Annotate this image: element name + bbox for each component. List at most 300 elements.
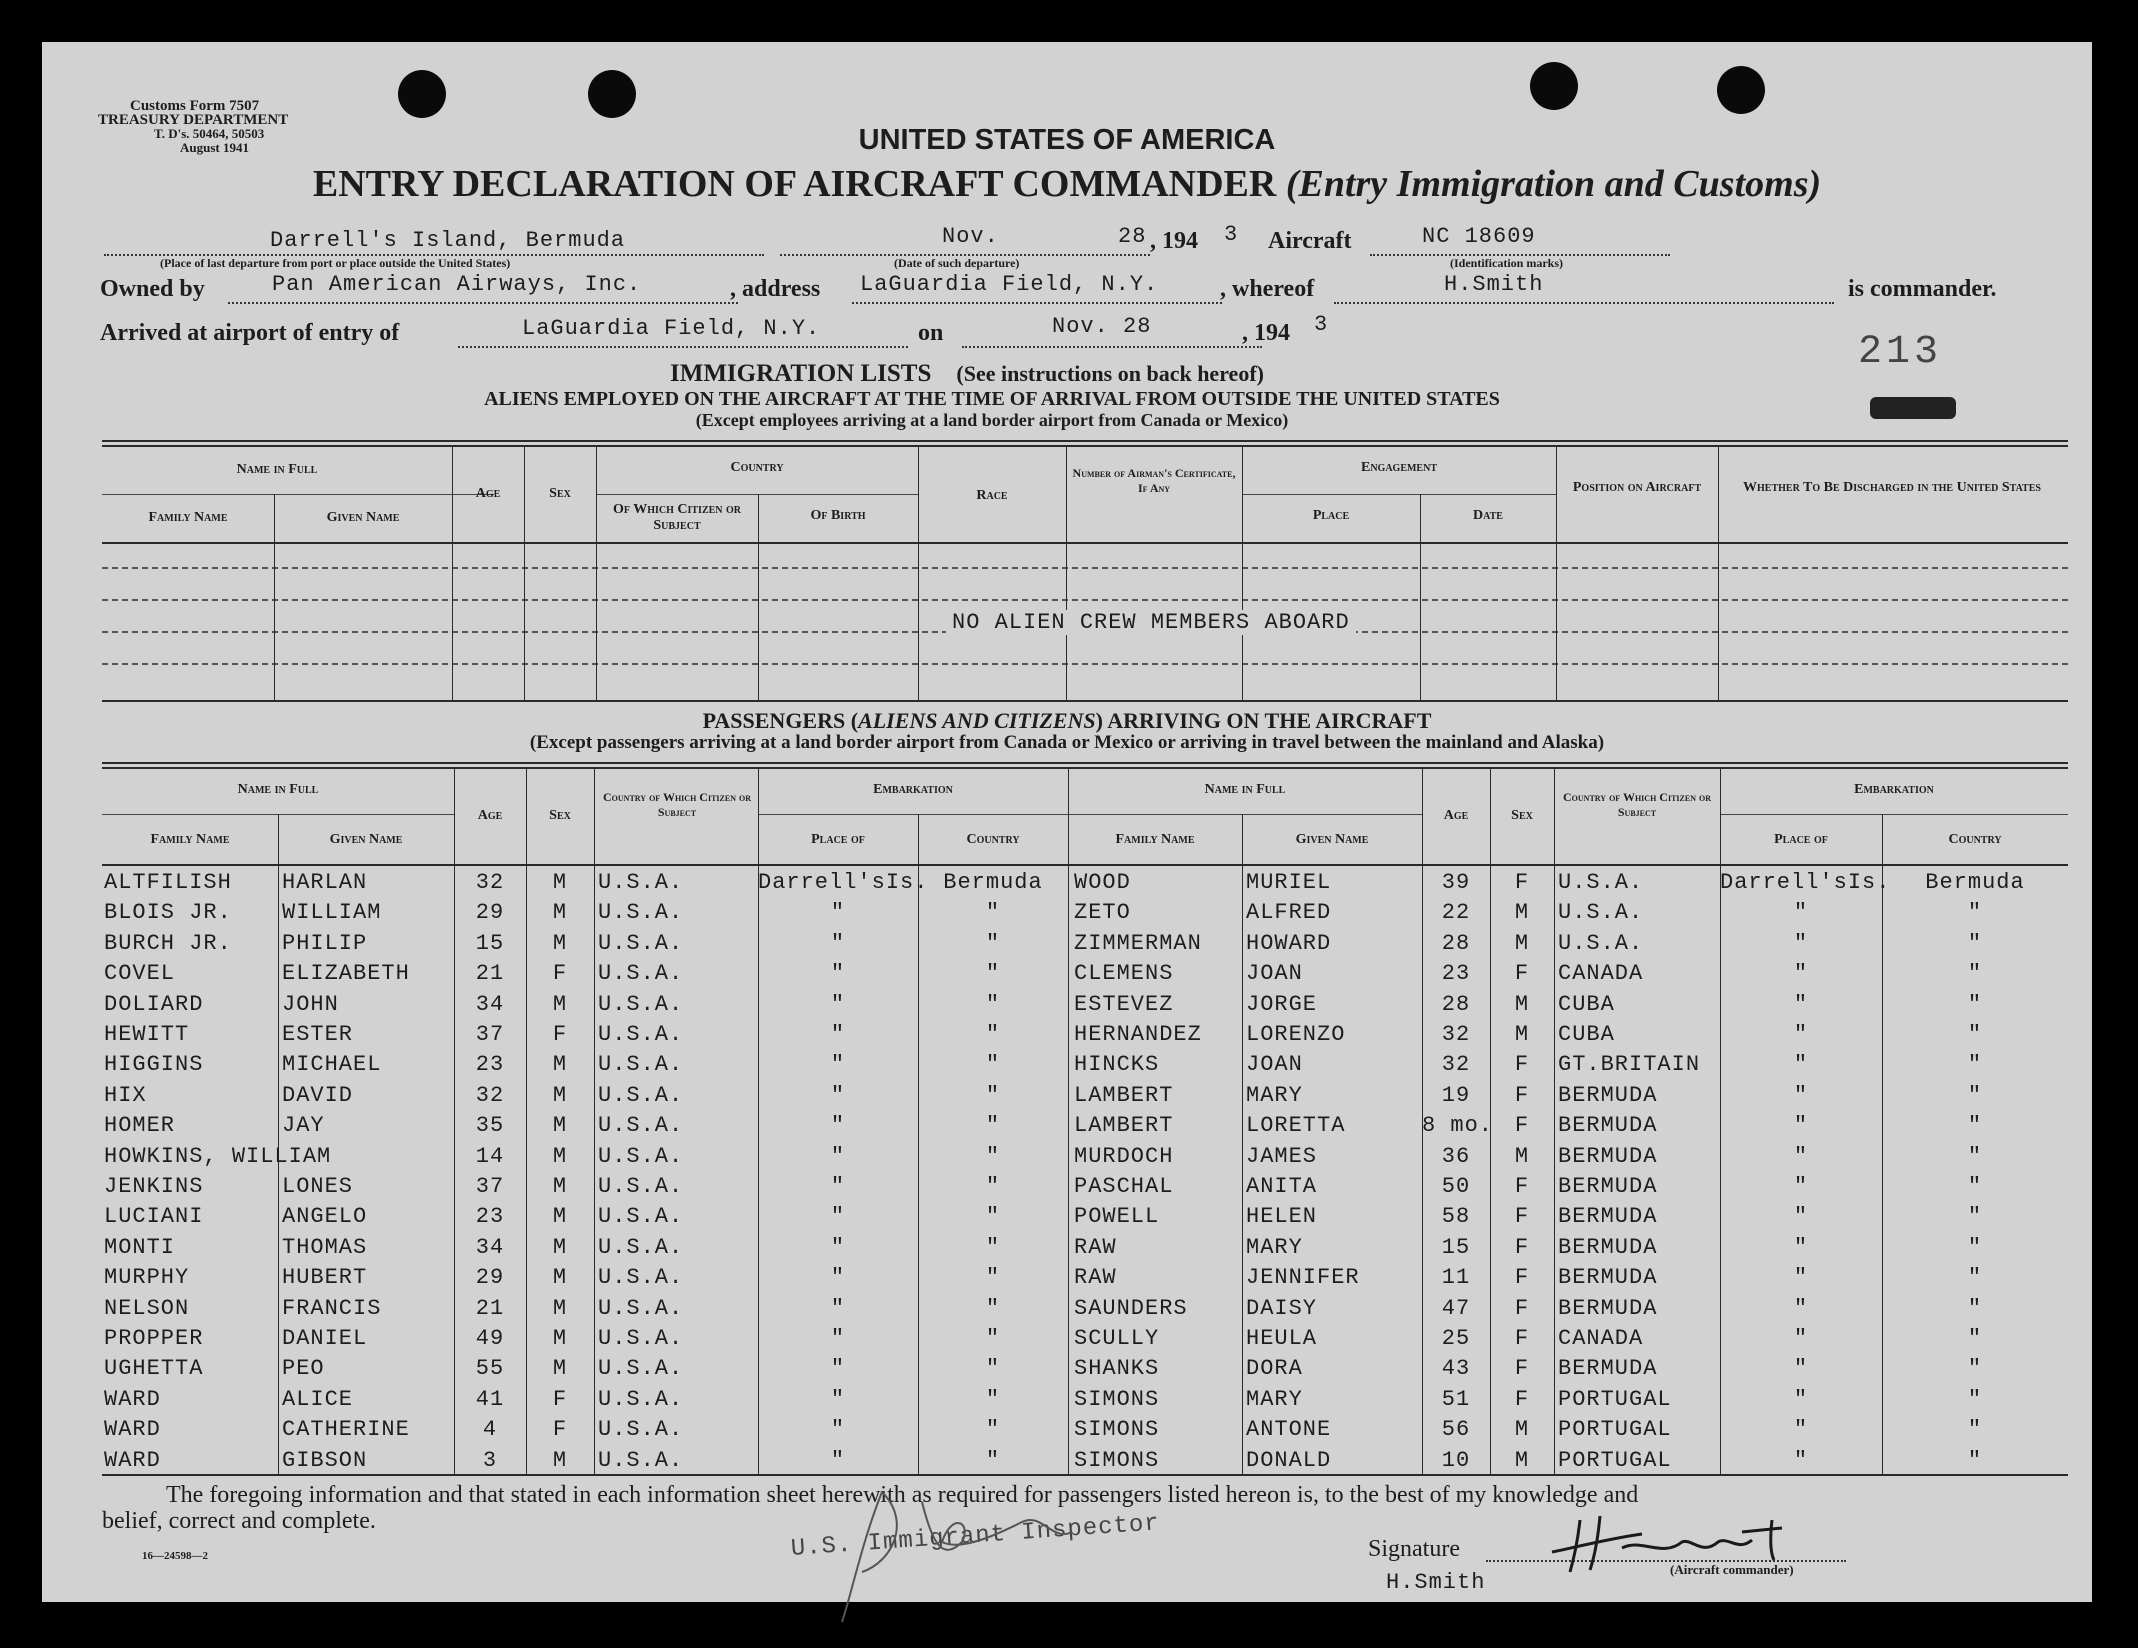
- aliens-col-given: Given Name: [326, 510, 400, 525]
- pax-right-age: 39: [1441, 870, 1471, 895]
- pax-left-country: U.S.A.: [598, 1022, 684, 1047]
- pax-left-place: ": [830, 1447, 846, 1473]
- pax-right-age: 56: [1441, 1417, 1471, 1443]
- pax-left-place: ": [830, 1295, 846, 1321]
- pax-left-sex: M: [552, 1113, 568, 1139]
- pax-left-emb-country: ": [985, 1326, 1001, 1351]
- pax-right-col-embarkation: Embarkation: [1854, 782, 1934, 797]
- pax-right-emb-country: ": [1967, 1295, 1983, 1321]
- aliens-col-date: Date: [1473, 508, 1503, 523]
- pax-right-given: DORA: [1246, 1356, 1303, 1382]
- department: TREASURY DEPARTMENT: [98, 112, 289, 128]
- pax-left-sex: M: [552, 870, 568, 895]
- aircraft-label: Aircraft: [1268, 228, 1352, 254]
- arrival-airport-line: [458, 346, 908, 348]
- pax-left-col-sex: Sex: [549, 808, 571, 823]
- pax-left-given: FRANCIS: [282, 1295, 382, 1321]
- pax-right-given: LORENZO: [1246, 1022, 1346, 1047]
- pax-right-country: PORTUGAL: [1558, 1417, 1672, 1443]
- pax-left-family: HOWKINS, WILLIAM: [104, 1143, 332, 1169]
- pax-right-age: 22: [1441, 900, 1471, 926]
- pax-left-given: ANGELO: [282, 1204, 368, 1230]
- pax-right-sex: F: [1514, 1326, 1530, 1351]
- pax-right-place: ": [1793, 900, 1809, 926]
- pax-right-country: BERMUDA: [1558, 1234, 1658, 1260]
- pax-right-family: PASCHAL: [1074, 1174, 1174, 1199]
- pax-left-age: 35: [475, 1113, 505, 1139]
- pax-right-sex: F: [1514, 1082, 1530, 1108]
- pax-left-place: ": [830, 1326, 846, 1351]
- aliens-col-family: Family Name: [148, 510, 228, 525]
- pax-right-place: ": [1793, 1447, 1809, 1473]
- pax-left-sex: M: [552, 900, 568, 926]
- pax-right-given: LORETTA: [1246, 1113, 1346, 1139]
- departure-year-suffix: 3: [1224, 222, 1239, 247]
- pax-left-country: U.S.A.: [598, 961, 684, 987]
- pax-left-col-place: Place of: [811, 832, 865, 847]
- pax-left-country: U.S.A.: [598, 1113, 684, 1139]
- aliens-col-discharged: Whether To Be Discharged in the United States: [1743, 480, 2041, 495]
- pax-right-place: ": [1793, 930, 1809, 956]
- pax-left-age: 32: [475, 1082, 505, 1108]
- pax-left-country: U.S.A.: [598, 1204, 684, 1230]
- aircraft-marks: NC 18609: [1422, 224, 1536, 249]
- departure-month: Nov.: [942, 224, 999, 249]
- pax-right-sex: F: [1514, 870, 1530, 895]
- pax-left-family: COVEL: [104, 961, 176, 987]
- pax-right-family: ZIMMERMAN: [1074, 930, 1202, 956]
- pax-right-emb-country: ": [1967, 1356, 1983, 1382]
- pax-right-emb-country: ": [1967, 1113, 1983, 1139]
- signature-caption: (Aircraft commander): [1670, 1562, 1794, 1577]
- aliens-col-place: Place: [1312, 508, 1350, 523]
- pax-left-given: THOMAS: [282, 1234, 368, 1260]
- pax-left-given: PEO: [282, 1356, 325, 1382]
- aliens-heading: ALIENS EMPLOYED ON THE AIRCRAFT AT THE TIME OF ARRIVAL FROM OUTSIDE THE UNITED STATES: [484, 388, 1500, 410]
- pax-left-country: U.S.A.: [598, 930, 684, 956]
- commander-name: H.Smith: [1444, 272, 1544, 297]
- passengers-heading-a: PASSENGERS (: [702, 708, 859, 733]
- pax-left-place: ": [830, 1174, 846, 1199]
- passengers-heading: [42, 708, 2092, 734]
- pax-right-place: ": [1793, 1417, 1809, 1443]
- pax-left-family: DOLIARD: [104, 991, 204, 1017]
- pax-right-emb-country: ": [1967, 1326, 1983, 1351]
- pax-left-given: JOHN: [282, 991, 339, 1017]
- pax-left-col-family: Family Name: [150, 832, 230, 847]
- pax-right-given: HEULA: [1246, 1326, 1318, 1351]
- pax-right-age: 19: [1441, 1082, 1471, 1108]
- arrival-airport: LaGuardia Field, N.Y.: [522, 316, 821, 341]
- pax-right-emb-country: Bermuda: [1925, 870, 2025, 895]
- pax-right-age: 10: [1441, 1447, 1471, 1473]
- departure-date-caption: (Date of such departure): [894, 256, 1020, 270]
- pax-right-emb-country: ": [1967, 1082, 1983, 1108]
- pax-left-country: U.S.A.: [598, 1447, 684, 1473]
- pax-left-emb-country: ": [985, 1265, 1001, 1291]
- pax-right-age: 23: [1441, 961, 1471, 987]
- pax-right-place: ": [1793, 1143, 1809, 1169]
- pax-right-sex: F: [1514, 1386, 1530, 1412]
- pax-right-sex: M: [1514, 1417, 1530, 1443]
- pax-right-place: ": [1793, 1052, 1809, 1078]
- pax-left-place: ": [830, 1234, 846, 1260]
- pax-right-country: BERMUDA: [1558, 1174, 1658, 1199]
- declaration-line-1: The foregoing information and that stated in each information sheet herewith as required for passengers listed hereon is, to the best of my knowledge and: [166, 1482, 1639, 1508]
- pax-left-emb-country: ": [985, 961, 1001, 987]
- pax-right-age: 28: [1441, 930, 1471, 956]
- departure-place-caption: (Place of last departure from port or place outside the United States): [160, 256, 511, 270]
- aliens-col-age: Age: [475, 486, 501, 501]
- pax-right-country: CANADA: [1558, 1326, 1644, 1351]
- pax-left-given: DAVID: [282, 1082, 354, 1108]
- pax-right-place: ": [1793, 1113, 1809, 1139]
- pax-left-age: 23: [475, 1204, 505, 1230]
- pax-right-given: MARY: [1246, 1234, 1303, 1260]
- pax-left-place: ": [830, 1022, 846, 1047]
- pax-left-emb-country: ": [985, 1022, 1001, 1047]
- pax-left-age: 15: [475, 930, 505, 956]
- pax-left-sex: M: [552, 930, 568, 956]
- pax-left-col-country: Country of Which Citizen or Subject: [603, 790, 751, 819]
- pax-left-country: U.S.A.: [598, 1143, 684, 1169]
- pax-right-age: 47: [1441, 1295, 1471, 1321]
- pax-right-emb-country: ": [1967, 1022, 1983, 1047]
- arrival-date: Nov. 28: [1052, 314, 1152, 339]
- title-main: ENTRY DECLARATION OF AIRCRAFT COMMANDER: [312, 163, 1277, 205]
- pax-right-country: BERMUDA: [1558, 1356, 1658, 1382]
- pax-right-family: RAW: [1074, 1265, 1117, 1291]
- pax-right-place: ": [1793, 1265, 1809, 1291]
- pax-right-place: ": [1793, 1022, 1809, 1047]
- pax-right-family: SAUNDERS: [1074, 1295, 1188, 1321]
- pax-right-family: SIMONS: [1074, 1386, 1160, 1412]
- pax-right-age: 32: [1441, 1052, 1471, 1078]
- pax-left-col-given: Given Name: [329, 832, 403, 847]
- departure-day: 28: [1118, 224, 1147, 249]
- marks-caption: (Identification marks): [1450, 256, 1563, 270]
- pax-left-place: ": [830, 1386, 846, 1412]
- pax-left-sex: M: [552, 1082, 568, 1108]
- arrival-date-line: [962, 346, 1262, 348]
- pax-left-age: 37: [475, 1022, 505, 1047]
- pax-right-sex: F: [1514, 1356, 1530, 1382]
- pax-left-emb-country: ": [985, 991, 1001, 1017]
- pax-left-family: PROPPER: [104, 1326, 204, 1351]
- pax-left-given: ELIZABETH: [282, 961, 410, 987]
- pax-left-family: JENKINS: [104, 1174, 204, 1199]
- print-code: 16—24598—2: [142, 1550, 208, 1562]
- pax-right-emb-country: ": [1967, 1417, 1983, 1443]
- pax-right-place: ": [1793, 961, 1809, 987]
- pax-left-place: ": [830, 930, 846, 956]
- pax-left-place: ": [830, 1143, 846, 1169]
- pax-right-given: JOAN: [1246, 1052, 1303, 1078]
- immigration-instructions: (See instructions on back hereof): [956, 361, 1264, 386]
- punch-hole: [1530, 62, 1578, 110]
- address-line: [852, 302, 1222, 304]
- page-number: 213: [1858, 330, 1943, 375]
- pax-left-place: ": [830, 1204, 846, 1230]
- no-alien-crew-text: NO ALIEN CREW MEMBERS ABOARD: [946, 610, 1356, 635]
- pax-right-age: 51: [1441, 1386, 1471, 1412]
- pax-left-given: DANIEL: [282, 1326, 368, 1351]
- aliens-col-race: Race: [976, 488, 1008, 503]
- punch-hole: [1717, 66, 1765, 114]
- pax-left-country: U.S.A.: [598, 1295, 684, 1321]
- pax-left-col-name-in-full: Name in Full: [237, 782, 319, 797]
- pax-left-sex: M: [552, 991, 568, 1017]
- pax-left-family: WARD: [104, 1386, 161, 1412]
- td-refs: T. D's. 50464, 50503: [154, 126, 265, 141]
- pax-left-family: UGHETTA: [104, 1356, 204, 1382]
- pax-left-age: 29: [475, 900, 505, 926]
- whereof-label: , whereof: [1220, 276, 1315, 302]
- pax-right-place: ": [1793, 1204, 1809, 1230]
- arrival-on-label: on: [918, 320, 944, 346]
- commander-line: [1334, 302, 1834, 304]
- form-date: August 1941: [180, 140, 249, 155]
- pax-right-family: MURDOCH: [1074, 1143, 1174, 1169]
- address-label: , address: [730, 276, 821, 302]
- pax-left-place: ": [830, 1113, 846, 1139]
- arrival-year-suffix: 3: [1314, 312, 1329, 337]
- aliens-col-name-in-full: Name in Full: [236, 462, 318, 477]
- pax-right-col-sex: Sex: [1511, 808, 1533, 823]
- is-commander-label: is commander.: [1848, 276, 1997, 302]
- pax-left-family: BLOIS JR.: [104, 900, 232, 926]
- pax-right-emb-country: ": [1967, 1447, 1983, 1473]
- pax-left-country: U.S.A.: [598, 1174, 684, 1199]
- pax-right-given: ALFRED: [1246, 900, 1332, 926]
- pax-right-col-age: Age: [1443, 808, 1469, 823]
- pax-left-country: U.S.A.: [598, 1417, 684, 1443]
- pax-right-given: HOWARD: [1246, 930, 1332, 956]
- pax-right-family: POWELL: [1074, 1204, 1160, 1230]
- pax-right-given: JAMES: [1246, 1143, 1318, 1169]
- pax-right-place: ": [1793, 1295, 1809, 1321]
- pax-right-family: ZETO: [1074, 900, 1131, 926]
- pax-right-family: HERNANDEZ: [1074, 1022, 1202, 1047]
- punch-hole: [588, 70, 636, 118]
- pax-left-col-age: Age: [477, 808, 503, 823]
- pax-right-given: DONALD: [1246, 1447, 1332, 1473]
- pax-left-place: ": [830, 1417, 846, 1443]
- punch-hole: [398, 70, 446, 118]
- pax-right-given: MARY: [1246, 1082, 1303, 1108]
- pax-left-given: JAY: [282, 1113, 325, 1139]
- pax-left-sex: M: [552, 1295, 568, 1321]
- pax-right-sex: M: [1514, 1143, 1530, 1169]
- pax-left-age: 3: [482, 1447, 498, 1473]
- pax-left-sex: M: [552, 1174, 568, 1199]
- pax-right-col-family: Family Name: [1115, 832, 1195, 847]
- pax-left-emb-country: ": [985, 1174, 1001, 1199]
- pax-right-country: BERMUDA: [1558, 1295, 1658, 1321]
- aliens-col-engagement: Engagement: [1360, 460, 1437, 475]
- pax-right-age: 11: [1441, 1265, 1471, 1291]
- pax-left-sex: M: [552, 1356, 568, 1382]
- pax-left-family: HOMER: [104, 1113, 176, 1139]
- pax-right-country: CUBA: [1558, 1022, 1615, 1047]
- pax-right-sex: M: [1514, 1022, 1530, 1047]
- pax-right-sex: F: [1514, 1265, 1530, 1291]
- inspector-signature: [822, 1482, 1162, 1632]
- pax-right-place: ": [1793, 1326, 1809, 1351]
- pax-left-age: 23: [475, 1052, 505, 1078]
- pax-left-family: HIX: [104, 1082, 147, 1108]
- pax-right-sex: M: [1514, 1447, 1530, 1473]
- pax-left-country: U.S.A.: [598, 1082, 684, 1108]
- pax-right-given: DAISY: [1246, 1295, 1318, 1321]
- pax-left-place: ": [830, 1052, 846, 1078]
- pax-left-country: U.S.A.: [598, 1052, 684, 1078]
- pax-left-place: ": [830, 991, 846, 1017]
- pax-right-family: RAW: [1074, 1234, 1117, 1260]
- pax-right-age: 32: [1441, 1022, 1471, 1047]
- pax-left-family: WARD: [104, 1417, 161, 1443]
- pax-right-col-country2: Country: [1948, 832, 2002, 847]
- pax-left-age: 21: [475, 1295, 505, 1321]
- pax-right-country: BERMUDA: [1558, 1082, 1658, 1108]
- pax-left-sex: F: [552, 1417, 568, 1443]
- pax-left-emb-country: ": [985, 1356, 1001, 1382]
- pax-right-emb-country: ": [1967, 1143, 1983, 1169]
- pax-right-country: BERMUDA: [1558, 1143, 1658, 1169]
- declaration-line-2: belief, correct and complete.: [102, 1508, 376, 1534]
- pax-left-country: U.S.A.: [598, 1326, 684, 1351]
- owner-name: Pan American Airways, Inc.: [272, 272, 642, 297]
- pax-left-place: ": [830, 1265, 846, 1291]
- aliens-col-birth: Of Birth: [810, 508, 866, 523]
- pax-left-sex: M: [552, 1447, 568, 1473]
- pax-right-emb-country: ": [1967, 991, 1983, 1017]
- pax-right-given: JORGE: [1246, 991, 1318, 1017]
- pax-left-given: WILLIAM: [282, 900, 382, 926]
- pax-left-emb-country: ": [985, 930, 1001, 956]
- pax-right-given: ANTONE: [1246, 1417, 1332, 1443]
- pax-right-age: 25: [1441, 1326, 1471, 1351]
- pax-left-emb-country: ": [985, 1113, 1001, 1139]
- pax-right-place: ": [1793, 1356, 1809, 1382]
- pax-right-family: SCULLY: [1074, 1326, 1160, 1351]
- immigration-title: IMMIGRATION LISTS: [670, 360, 932, 387]
- pax-right-given: MURIEL: [1246, 870, 1332, 895]
- pax-right-emb-country: ": [1967, 1174, 1983, 1199]
- pax-left-country: U.S.A.: [598, 870, 684, 895]
- pax-left-sex: F: [552, 1386, 568, 1412]
- pax-right-family: LAMBERT: [1074, 1082, 1174, 1108]
- pax-right-sex: F: [1514, 1234, 1530, 1260]
- pax-left-family: MURPHY: [104, 1265, 190, 1291]
- pax-left-age: 37: [475, 1174, 505, 1199]
- pax-left-sex: F: [552, 961, 568, 987]
- pax-right-family: SHANKS: [1074, 1356, 1160, 1382]
- pax-right-country: U.S.A.: [1558, 930, 1644, 956]
- pax-right-age: 43: [1441, 1356, 1471, 1382]
- passengers-heading-b: ALIENS AND CITIZENS: [858, 708, 1096, 733]
- pax-left-given: LONES: [282, 1174, 354, 1199]
- pax-right-sex: F: [1514, 1174, 1530, 1199]
- pax-left-age: 41: [475, 1386, 505, 1412]
- pax-left-emb-country: ": [985, 1052, 1001, 1078]
- pax-left-country: U.S.A.: [598, 1386, 684, 1412]
- pax-right-emb-country: ": [1967, 1386, 1983, 1412]
- pax-right-place: ": [1793, 1234, 1809, 1260]
- pax-right-age: 8 mo.: [1422, 1113, 1494, 1139]
- pax-left-country: U.S.A.: [598, 1356, 684, 1382]
- pax-right-age: 15: [1441, 1234, 1471, 1260]
- pax-right-emb-country: ": [1967, 1234, 1983, 1260]
- pax-left-place: ": [830, 900, 846, 926]
- pax-right-place: ": [1793, 1386, 1809, 1412]
- pax-right-emb-country: ": [1967, 900, 1983, 926]
- typed-name: H.Smith: [1386, 1570, 1486, 1595]
- pax-right-country: CANADA: [1558, 961, 1644, 987]
- pax-left-age: 32: [475, 870, 505, 895]
- declaration-form: [42, 42, 2092, 1602]
- pax-left-given: MICHAEL: [282, 1052, 382, 1078]
- pax-left-family: ALTFILISH: [104, 870, 232, 895]
- aliens-col-position: Position on Aircraft: [1572, 480, 1702, 495]
- pax-right-given: JOAN: [1246, 961, 1303, 987]
- pax-right-given: ANITA: [1246, 1174, 1318, 1199]
- pax-left-emb-country: ": [985, 1204, 1001, 1230]
- pax-right-place: Darrell'sIs.: [1720, 870, 1891, 895]
- pax-left-family: LUCIANI: [104, 1204, 204, 1230]
- pax-right-country: U.S.A.: [1558, 900, 1644, 926]
- aliens-col-airman: Number of Airman's Certificate, If Any: [1072, 466, 1236, 495]
- aliens-col-citizen: Of Which Citizen or Subject: [612, 502, 742, 533]
- pax-left-family: HEWITT: [104, 1022, 190, 1047]
- country-heading: UNITED STATES OF AMERICA: [858, 124, 1276, 156]
- pax-left-emb-country: ": [985, 1295, 1001, 1321]
- pax-left-given: GIBSON: [282, 1447, 368, 1473]
- aliens-note: (Except employees arriving at a land border airport from Canada or Mexico): [695, 410, 1289, 430]
- pax-left-emb-country: ": [985, 1417, 1001, 1443]
- pax-right-sex: F: [1514, 961, 1530, 987]
- pax-right-given: JENNIFER: [1246, 1265, 1360, 1291]
- aliens-col-country: Country: [730, 460, 784, 475]
- pax-right-sex: M: [1514, 900, 1530, 926]
- pax-left-sex: M: [552, 1052, 568, 1078]
- pax-left-age: 55: [475, 1356, 505, 1382]
- pax-right-given: MARY: [1246, 1386, 1303, 1412]
- pax-left-place: ": [830, 1082, 846, 1108]
- arrival-year-prefix: , 194: [1242, 320, 1290, 346]
- title-sub: (Entry Immigration and Customs): [1285, 163, 1822, 205]
- pax-right-age: 28: [1441, 991, 1471, 1017]
- pax-left-emb-country: ": [985, 1386, 1001, 1412]
- pax-right-family: ESTEVEZ: [1074, 991, 1174, 1017]
- pax-left-emb-country: ": [985, 1082, 1001, 1108]
- pax-left-place: ": [830, 1356, 846, 1382]
- passengers-note: (Except passengers arriving at a land border airport from Canada or Mexico or arriving in travel between the mainland and Alaska): [529, 732, 1605, 753]
- pax-right-country: BERMUDA: [1558, 1265, 1658, 1291]
- passengers-heading-c: ) ARRIVING ON THE AIRCRAFT: [1095, 708, 1432, 733]
- pax-left-country: U.S.A.: [598, 1265, 684, 1291]
- pax-right-sex: F: [1514, 1295, 1530, 1321]
- pax-left-age: 21: [475, 961, 505, 987]
- pax-right-country: CUBA: [1558, 991, 1615, 1017]
- pax-right-place: ": [1793, 1082, 1809, 1108]
- pax-left-country: U.S.A.: [598, 991, 684, 1017]
- pax-left-age: 34: [475, 991, 505, 1017]
- pax-right-col-name-in-full: Name in Full: [1204, 782, 1286, 797]
- owned-by-label: Owned by: [100, 276, 205, 302]
- pax-left-sex: F: [552, 1022, 568, 1047]
- owner-address: LaGuardia Field, N.Y.: [860, 272, 1159, 297]
